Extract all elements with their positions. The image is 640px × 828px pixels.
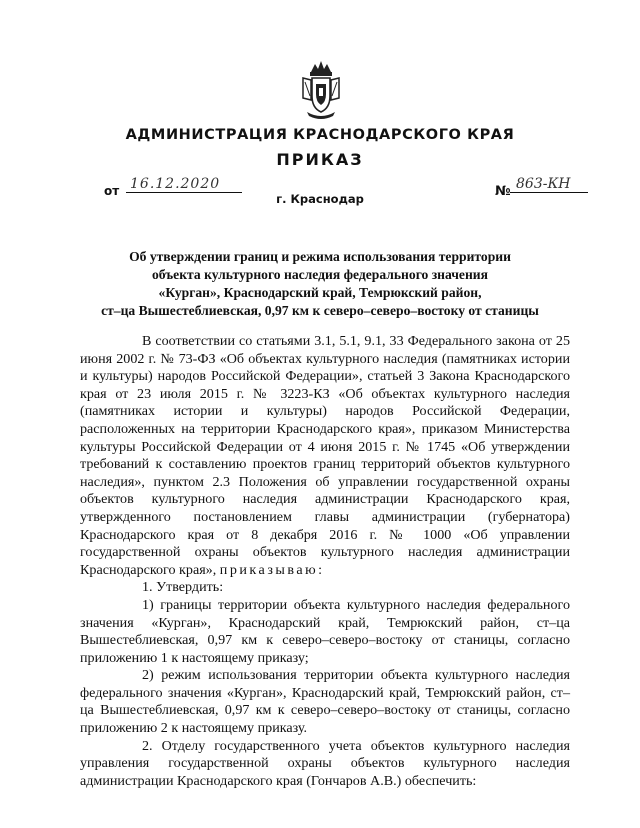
title-line: Об утверждении границ и режима использования территории: [129, 249, 511, 264]
date-prefix: от: [104, 184, 120, 198]
item-1-2: 2) режим использования территории объекта культурного наследия федерального значения «Курган», Краснодарский край, Темрюкский район, ст–ца Вышестеблиевская, 0,97 км к северо–северо–востоку от станицы, согласно приложению 2 к настоящему приказу.: [80, 667, 570, 737]
document-type: ПРИКАЗ: [276, 150, 364, 169]
handwritten-date: 16.12.2020: [126, 176, 242, 193]
city: г. Краснодар: [276, 192, 364, 206]
intro-paragraph: [80, 333, 570, 579]
number-prefix: №: [495, 184, 511, 199]
coat-of-arms-icon: [297, 58, 345, 120]
order-word: приказываю:: [219, 561, 325, 578]
intro-text: В соответствии со статьями 3.1, 5.1, 9.1, 33 Федерального закона от 25 июня 2002 г. № 73-ФЗ «Об объектах культурного наследия (памятниках истории и культуры) народов Российской Федерации», статьей 3 Закона Краснодарского края от 23 июля 2015 г. № 3223-КЗ «Об объектах культурного наследия (памятниках истории и культуры) народов Российской Федерации, расположенных на территории Краснодарского края», приказом Министерства культуры Российской Федерации от 4 июня 2015 г. № 1745 «Об утверждении требований к составлению проектов границ территорий объектов культурного наследия», пунктом 2.3 Положения об управлении государственной охраны объектов культурного наследия администрации Краснодарского края, утвержденного постановлением главы администрации (губернатора) Краснодарского края от 8 декабря 2016 г. № 1000 «Об управлении государственной охраны объектов культурного наследия администрации Краснодарского края»,: [80, 333, 570, 578]
organization-name: АДМИНИСТРАЦИЯ КРАСНОДАРСКОГО КРАЯ: [125, 127, 515, 143]
item-1: 1. Утвердить:: [142, 579, 224, 596]
item-2: 2. Отделу государственного учета объектов культурного наследия управления государственной охраны объектов культурного наследия администрации Краснодарского края (Гончаров А.В.) обеспечить:: [80, 737, 570, 789]
title-line: объекта культурного наследия федерального значения: [152, 267, 488, 282]
handwritten-number: 863-КН: [510, 176, 588, 193]
document-body: [80, 333, 570, 790]
title-line: «Курган», Краснодарский край, Темрюкский район,: [158, 285, 482, 300]
document-title: [70, 248, 570, 320]
title-line: ст–ца Вышестеблиевская, 0,97 км к северо–северо–востоку от станицы: [101, 303, 539, 318]
item-1-1: 1) границы территории объекта культурного наследия федерального значения «Курган», Краснодарский край, Темрюкский район, ст–ца Вышестеблиевская, 0,97 км к северо–северо–востоку от станицы, согласно приложению 1 к настоящему приказу;: [80, 596, 570, 666]
